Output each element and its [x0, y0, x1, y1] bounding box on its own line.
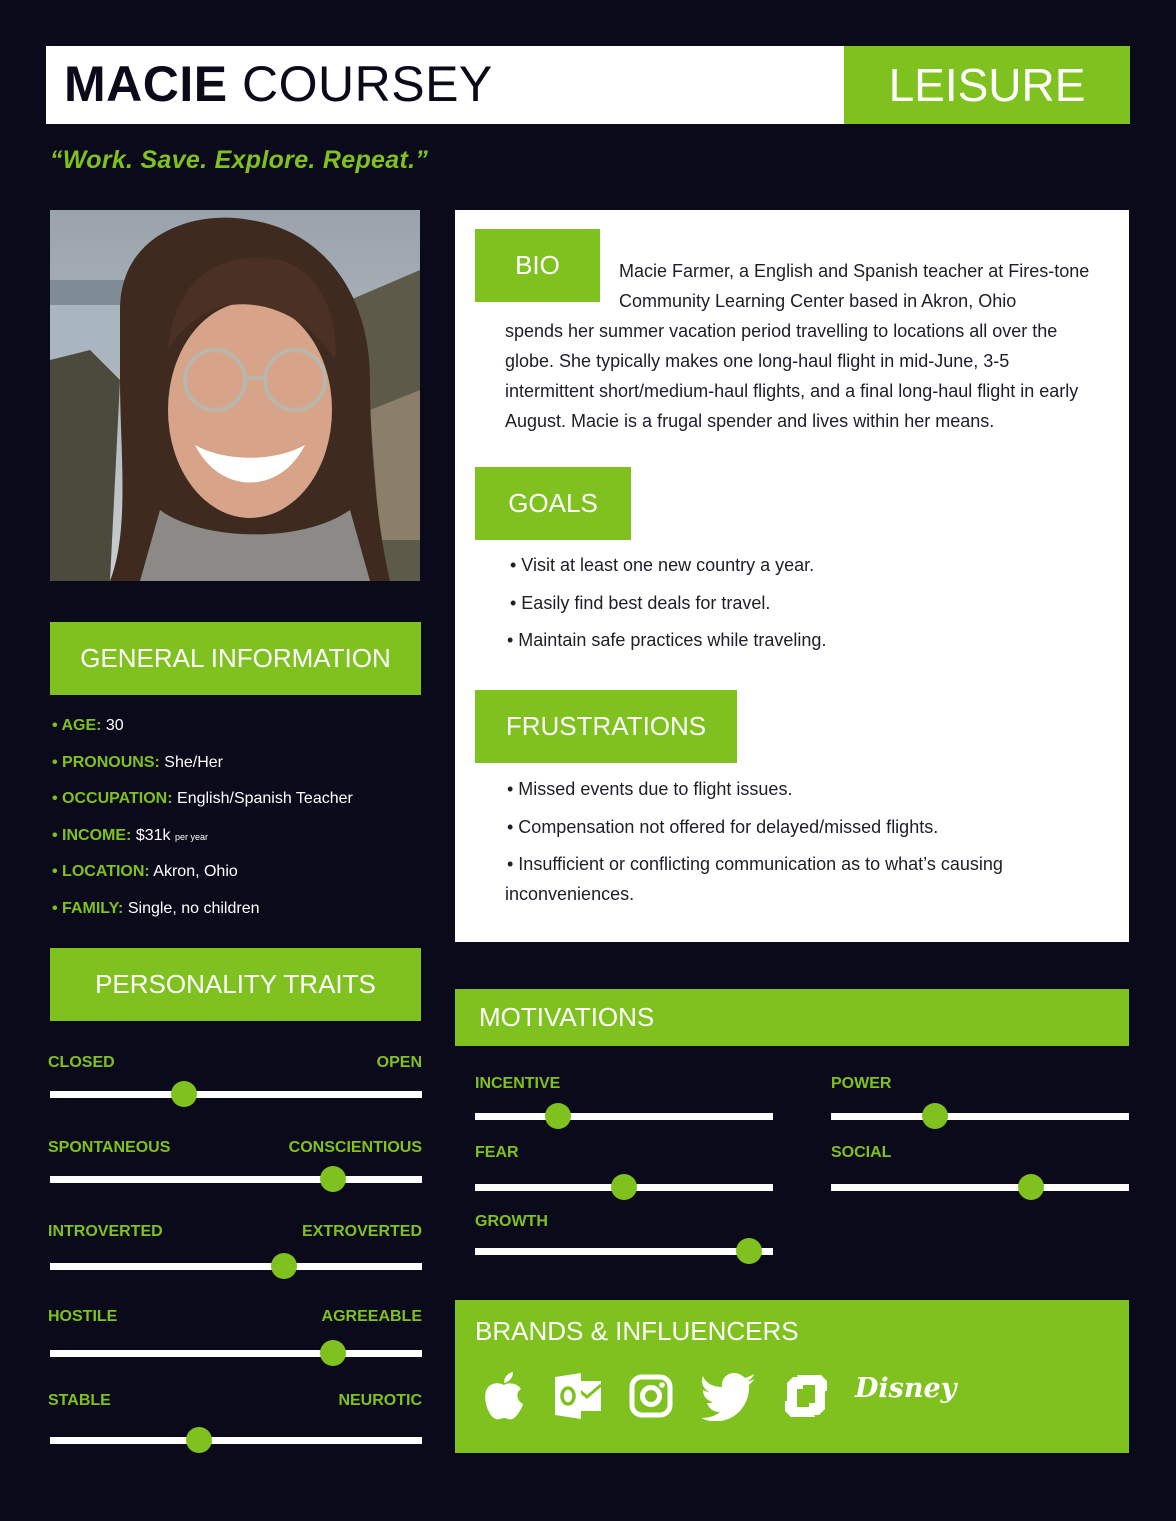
motivation-label: SOCIAL	[831, 1144, 892, 1161]
tagline: “Work. Save. Explore. Repeat.”	[50, 146, 429, 174]
info-pronouns: • PRONOUNS: She/Her	[52, 753, 223, 771]
info-age: • AGE: 30	[52, 717, 124, 734]
info-income: • INCOME: $31k per year	[52, 826, 209, 844]
details-panel	[455, 210, 1129, 942]
trait-track	[50, 1437, 422, 1444]
motivation-label: INCENTIVE	[475, 1075, 561, 1092]
motivation-label: POWER	[831, 1075, 892, 1092]
brands-title: BRANDS & INFLUENCERS	[475, 1316, 799, 1346]
general-information-list	[52, 712, 422, 931]
persona-photo	[50, 210, 420, 581]
brands-panel	[455, 1300, 1129, 1453]
first-name: MACIE	[64, 56, 228, 112]
goal-item: • Easily find best deals for travel.	[510, 593, 771, 613]
category-label: LEISURE	[888, 59, 1086, 111]
motivation-slider-power	[831, 1075, 1129, 1125]
trait-track	[50, 1091, 422, 1098]
bio-text-intro: Macie Farmer, a English and Spanish teacher at Fires-tone Community Learning Center based in Akron, Ohio	[619, 261, 1090, 311]
trait-knob[interactable]	[320, 1166, 346, 1192]
goal-item: • Visit at least one new country a year.	[510, 555, 815, 575]
info-family: • FAMILY: Single, no children	[52, 899, 260, 917]
last-name: COURSEY	[242, 56, 493, 112]
motivation-track	[831, 1113, 1129, 1120]
motivation-track	[831, 1184, 1129, 1191]
trait-slider-stable-neurotic	[48, 1392, 422, 1442]
trait-slider-closed-open	[48, 1054, 422, 1104]
motivation-knob[interactable]	[922, 1103, 948, 1129]
motivation-slider-growth	[475, 1213, 775, 1263]
motivation-track	[475, 1113, 773, 1120]
trait-slider-introverted-extroverted	[48, 1223, 422, 1273]
motivation-knob[interactable]	[545, 1103, 571, 1129]
apple-icon	[481, 1371, 527, 1421]
disney-logo: Disney	[855, 1373, 957, 1404]
motivation-label: GROWTH	[475, 1213, 548, 1230]
category-badge	[844, 46, 1130, 124]
trait-right-label: AGREEABLE	[321, 1308, 422, 1325]
personality-traits-header	[50, 948, 421, 1021]
motivations-title: MOTIVATIONS	[479, 1002, 655, 1032]
trait-right-label: NEUROTIC	[338, 1392, 422, 1409]
instagram-icon	[629, 1371, 673, 1421]
frustrations-title: FRUSTRATIONS	[505, 711, 707, 741]
motivation-slider-fear	[475, 1144, 775, 1194]
trait-track	[50, 1350, 422, 1357]
motivation-knob[interactable]	[1018, 1174, 1044, 1200]
trait-knob[interactable]	[271, 1253, 297, 1279]
trait-track	[50, 1176, 422, 1183]
trait-left-label: HOSTILE	[48, 1308, 118, 1325]
trait-slider-hostile-agreeable	[48, 1308, 422, 1358]
chase-icon	[783, 1371, 829, 1421]
trait-right-label: EXTROVERTED	[301, 1223, 422, 1240]
bio-text: spends her summer vacation period travelling to locations all over the globe. She typically makes one long-haul flight in mid-June, 3-5 intermittent short/medium-haul flights, and a final long-haul flight in early August. Macie is a frugal spender and lives within her means.	[505, 321, 1079, 431]
motivations-header	[455, 989, 1129, 1046]
trait-knob[interactable]	[171, 1081, 197, 1107]
trait-left-label: CLOSED	[48, 1054, 115, 1071]
motivation-label: FEAR	[475, 1144, 519, 1161]
trait-knob[interactable]	[186, 1427, 212, 1453]
goals-header	[475, 467, 631, 540]
trait-track	[50, 1263, 422, 1270]
general-information-title: GENERAL INFORMATION	[80, 643, 391, 673]
trait-left-label: STABLE	[48, 1392, 111, 1409]
outlook-icon	[553, 1371, 603, 1421]
info-occupation: • OCCUPATION: English/Spanish Teacher	[52, 790, 353, 807]
trait-right-label: OPEN	[376, 1054, 422, 1071]
motivation-slider-social	[831, 1144, 1129, 1194]
frustration-item-continuation: inconveniences.	[505, 884, 635, 904]
frustrations-header	[475, 690, 737, 763]
frustration-item: • Missed events due to flight issues.	[507, 779, 793, 799]
bio-title: BIO	[515, 250, 560, 280]
motivation-knob[interactable]	[611, 1174, 637, 1200]
personality-traits-title: PERSONALITY TRAITS	[95, 969, 376, 999]
goal-item: • Maintain safe practices while traveling.	[507, 630, 827, 650]
trait-left-label: INTROVERTED	[48, 1223, 163, 1240]
twitter-icon	[701, 1371, 757, 1421]
motivation-knob[interactable]	[736, 1238, 762, 1264]
persona-name	[64, 54, 493, 114]
general-information-header	[50, 622, 421, 695]
bio-header	[475, 229, 600, 302]
trait-knob[interactable]	[320, 1340, 346, 1366]
trait-left-label: SPONTANEOUS	[48, 1139, 171, 1156]
info-location: • LOCATION: Akron, Ohio	[52, 863, 238, 880]
motivation-slider-incentive	[475, 1075, 775, 1125]
frustration-item: • Insufficient or conflicting communication as to what’s causing	[507, 854, 1003, 874]
trait-slider-spontaneous-conscientious	[48, 1139, 422, 1189]
motivation-track	[475, 1248, 773, 1255]
frustration-item: • Compensation not offered for delayed/missed flights.	[507, 817, 939, 837]
goals-title: GOALS	[508, 488, 598, 518]
trait-right-label: CONSCIENTIOUS	[288, 1139, 422, 1156]
name-bar	[46, 46, 844, 124]
